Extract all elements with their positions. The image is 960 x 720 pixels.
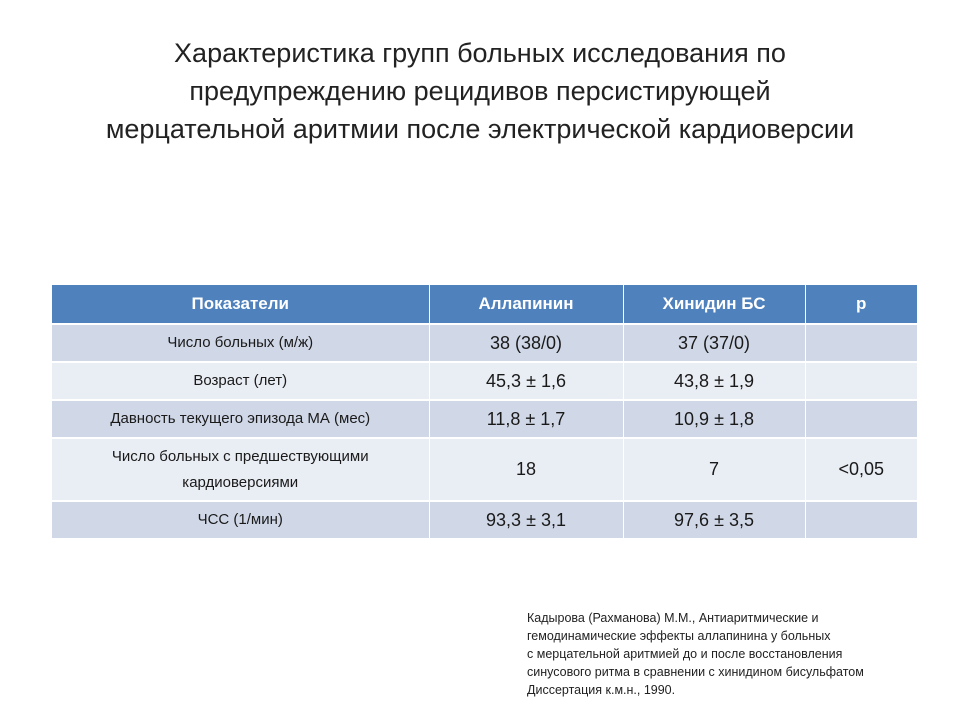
cell-quinidine: 7 <box>623 438 805 501</box>
citation-line: Диссертация к.м.н., 1990. <box>527 683 676 697</box>
cell-allapinin: 11,8 ± 1,7 <box>429 400 623 438</box>
cell-p-value <box>805 362 917 400</box>
cell-allapinin: 45,3 ± 1,6 <box>429 362 623 400</box>
table-row <box>52 400 917 438</box>
cell-p-value: <0,05 <box>805 438 917 501</box>
row-label: Число больных с предшествующими кардиоверсиями <box>52 438 429 501</box>
citation <box>527 609 947 699</box>
patient-groups-table <box>52 285 917 538</box>
citation-line: Кадырова (Рахманова) М.М., Антиаритмические и <box>527 611 819 625</box>
cell-quinidine: 10,9 ± 1,8 <box>623 400 805 438</box>
cell-quinidine: 37 (37/0) <box>623 324 805 362</box>
slide-title-line: предупреждению рецидивов персистирующей <box>189 76 771 106</box>
cell-p-value <box>805 400 917 438</box>
table-row <box>52 438 917 501</box>
cell-allapinin: 18 <box>429 438 623 501</box>
cell-allapinin: 38 (38/0) <box>429 324 623 362</box>
cell-p-value <box>805 324 917 362</box>
header-p-value: p <box>805 285 917 324</box>
header-indicators: Показатели <box>52 285 429 324</box>
table-row <box>52 324 917 362</box>
slide-title <box>40 34 920 148</box>
table-row <box>52 501 917 538</box>
cell-allapinin: 93,3 ± 3,1 <box>429 501 623 538</box>
slide-title-line: Характеристика групп больных исследования по <box>174 38 786 68</box>
citation-line: гемодинамические эффекты аллапинина у больных <box>527 629 831 643</box>
citation-line: синусового ритма в сравнении с хинидином бисульфатом <box>527 665 864 679</box>
row-label: ЧСС (1/мин) <box>52 501 429 538</box>
header-quinidine: Хинидин БС <box>623 285 805 324</box>
header-allapinin: Аллапинин <box>429 285 623 324</box>
slide-title-line: мерцательной аритмии после электрической кардиоверсии <box>105 114 855 144</box>
table-header-row <box>52 285 917 324</box>
row-label: Число больных (м/ж) <box>52 324 429 362</box>
citation-line: с мерцательной аритмией до и после восстановления <box>527 647 843 661</box>
cell-p-value <box>805 501 917 538</box>
cell-quinidine: 97,6 ± 3,5 <box>623 501 805 538</box>
row-label: Давность текущего эпизода МА (мес) <box>52 400 429 438</box>
row-label: Возраст (лет) <box>52 362 429 400</box>
table-row <box>52 362 917 400</box>
cell-quinidine: 43,8 ± 1,9 <box>623 362 805 400</box>
